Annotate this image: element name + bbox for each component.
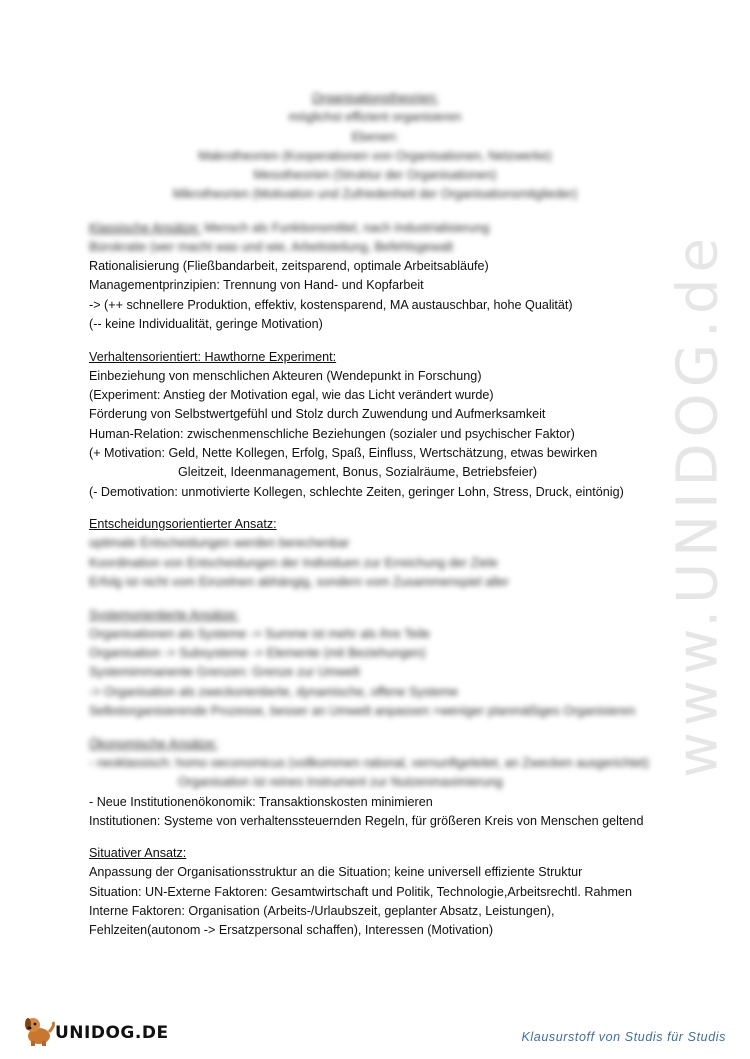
text-line: (Experiment: Anstieg der Motivation egal, wie das Licht verändert wurde) xyxy=(89,388,494,402)
text-line: Anpassung der Organisationsstruktur an die Situation; keine universell effiziente Struktur xyxy=(89,865,583,879)
text-line: - neoklassisch: homo oeconomicus (vollkommen rational, vernunftgeleitet, an Zwecken ausgerichtet) xyxy=(89,756,649,770)
text-line: optimale Entscheidungen werden berechenbar xyxy=(89,536,350,550)
text-line: Organisation ist reines Instrument zur Nutzenmaximierung xyxy=(178,775,503,789)
watermark xyxy=(665,232,731,778)
text-line: Rationalisierung (Fließbandarbeit, zeitsparend, optimale Arbeitsabläufe) xyxy=(89,259,489,273)
heading-line: Mesotheorien (Struktur der Organisationen) xyxy=(253,168,497,182)
section-title: Situativer Ansatz: xyxy=(89,846,187,860)
heading-line: Mikrotheorien (Motivation und Zufriedenheit der Organisationsmitglieder) xyxy=(172,187,578,201)
watermark-text: www.UNIDOG.de xyxy=(665,232,731,778)
heading-line: möglichst effizient organisieren xyxy=(288,110,462,124)
text-line: (+ Motivation: Geld, Nette Kollegen, Erfolg, Spaß, Einfluss, Wertschätzung, etwas bewirken xyxy=(89,446,598,460)
section-title: Entscheidungsorientierter Ansatz: xyxy=(89,517,277,531)
section-title: Klassische Ansätze: xyxy=(89,221,202,235)
heading-line: Makrotheorien (Kooperationen von Organisationen, Netzwerke) xyxy=(198,149,552,163)
section-klassisch-title-row xyxy=(89,220,489,236)
text-line: Systemimmanente Grenzen: Grenze zur Umwelt xyxy=(89,665,360,679)
text-line: Bürokratie (wer macht was und wie, Arbeitsteilung, Befehlsgewalt xyxy=(89,240,453,254)
text-line: Organisation -> Subsysteme -> Elemente (mit Beziehungen) xyxy=(89,646,426,660)
text-line: Situation: UN-Externe Faktoren: Gesamtwirtschaft und Politik, Technologie,Arbeitsrechtl. Rahmen xyxy=(89,885,632,899)
text-line: Erfolg ist nicht vom Einzelnen abhängig, sondern vom Zusammenspiel aller xyxy=(89,575,510,589)
section-title: Ökonomische Ansätze: xyxy=(89,737,218,751)
dog-icon xyxy=(22,1012,58,1048)
text-line: Human-Relation: zwischenmenschliche Beziehungen (sozialer und psychischer Faktor) xyxy=(89,427,575,441)
logo-text: UNIDOG.DE xyxy=(55,1023,169,1043)
text-line: -> Organisation als zweckorientierte, dynamische, offene Systeme xyxy=(89,685,459,699)
text-line: Institutionen: Systeme von verhaltenssteuernden Regeln, für größeren Kreis von Menschen geltend xyxy=(89,814,644,828)
text-line: -> (++ schnellere Produktion, effektiv, kostensparend, MA austauschbar, hohe Qualität) xyxy=(89,298,573,312)
section-title-rest: Mensch als Funktionsmittel, nach Industrialisierung xyxy=(201,221,490,235)
text-line: (- Demotivation: unmotivierte Kollegen, schlechte Zeiten, geringer Lohn, Stress, Druck, eintönig) xyxy=(89,485,624,499)
text-line: - Neue Institutionenökonomik: Transaktionskosten minimieren xyxy=(89,795,433,809)
text-line: Koordination von Entscheidungen der Individuen zur Erreichung der Ziele xyxy=(89,556,498,570)
text-line: Interne Faktoren: Organisation (Arbeits-/Urlaubszeit, geplanter Absatz, Leistungen), xyxy=(89,904,555,918)
text-line: (-- keine Individualität, geringe Motivation) xyxy=(89,317,323,331)
text-line: Gleitzeit, Ideenmanagement, Bonus, Sozialräume, Betriebsfeier) xyxy=(178,465,538,479)
heading-line: Ebenen: xyxy=(351,130,399,144)
text-line: Managementprinzipien: Trennung von Hand- und Kopfarbeit xyxy=(89,278,424,292)
unidog-logo[interactable] xyxy=(22,1012,169,1048)
section-title: Systemorientierte Ansätze: xyxy=(89,608,239,622)
text-line: Organisationen als Systeme -> Summe ist mehr als ihre Teile xyxy=(89,627,430,641)
text-line: Fehlzeiten(autonom -> Ersatzpersonal schaffen), Interessen (Motivation) xyxy=(89,923,494,937)
document-title: Organisationstheorien: xyxy=(311,91,439,105)
footer-tagline: Klausurstoff von Studis für Studis xyxy=(521,1030,726,1044)
text-line: Einbeziehung von menschlichen Akteuren (Wendepunkt in Forschung) xyxy=(89,369,482,383)
text-line: Selbstorganisierende Prozesse, besser an Umwelt anpassen >weniger planmäßiges Organisieren xyxy=(89,704,636,718)
text-line: Förderung von Selbstwertgefühl und Stolz durch Zuwendung und Aufmerksamkeit xyxy=(89,407,546,421)
section-title: Verhaltensorientiert: Hawthorne Experiment: xyxy=(89,350,337,364)
